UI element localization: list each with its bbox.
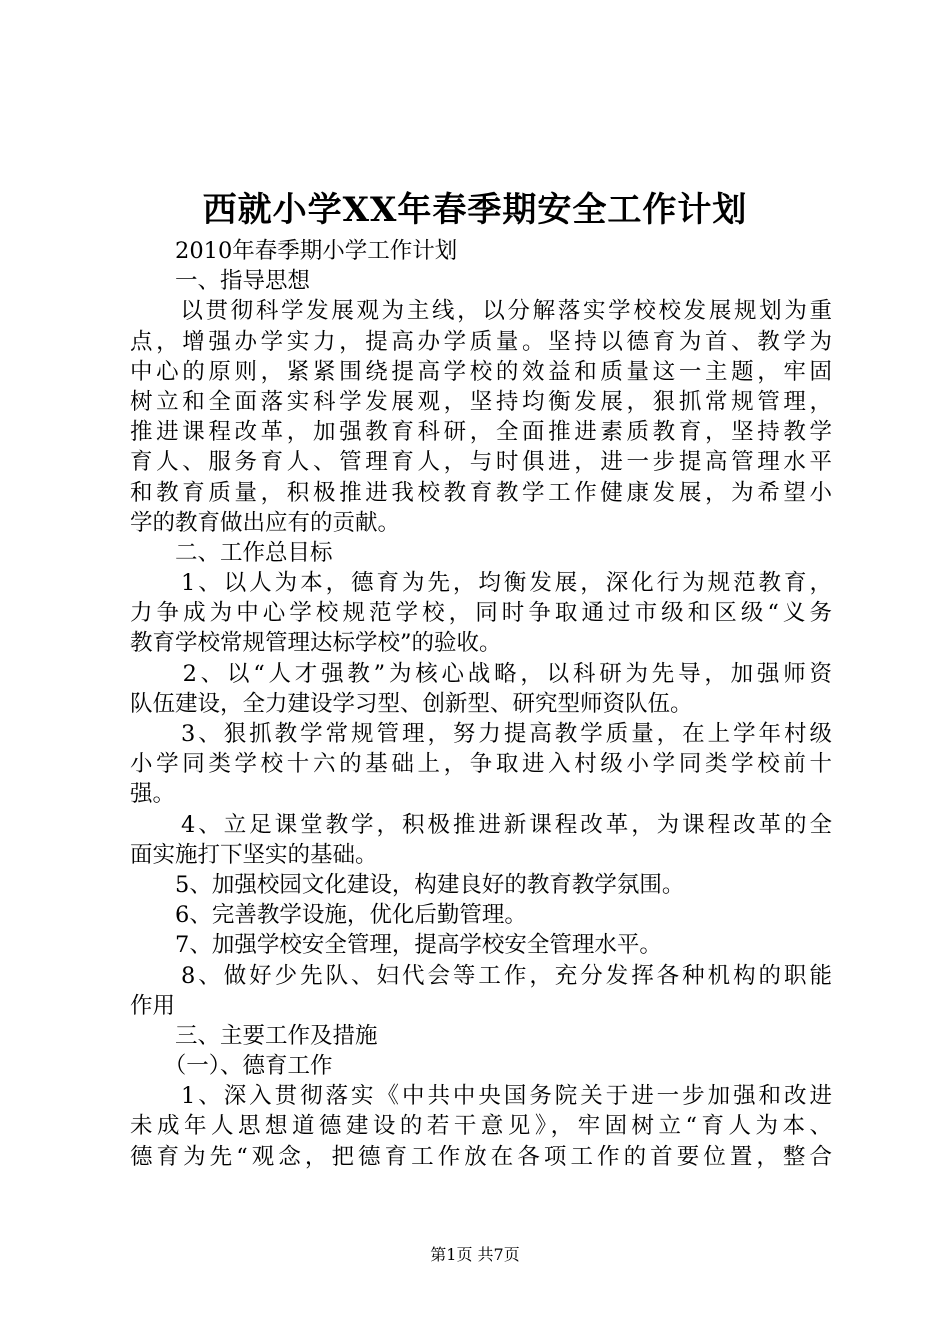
text-line: 7、加强学校安全管理，提高学校安全管理水平。 <box>130 932 662 959</box>
text-line: 4、立足课堂教学，积极推进新课程改革，为课程改革的全 <box>130 811 832 838</box>
text-line: 中心的原则，紧紧围绕提高学校的效益和质量这一主题，牢固 <box>130 358 832 385</box>
text-line: （一）、德育工作 <box>130 1053 333 1080</box>
text-line: 推进课程改革，加强教育科研，全面推进素质教育，坚持教学 <box>130 419 832 446</box>
document-title: 西就小学XX年春季期安全工作计划 <box>202 190 748 230</box>
text-line: 面实施打下坚实的基础。 <box>130 841 378 868</box>
text-line: 力争成为中心学校规范学校，同时争取通过市级和区级“义务 <box>130 600 832 627</box>
text-line: 作用 <box>130 992 176 1019</box>
text-line: 和教育质量，积极推进我校教育教学工作健康发展，为希望小 <box>130 479 832 506</box>
text-line: 教育学校常规管理达标学校”的验收。 <box>130 630 502 657</box>
text-line: 以贯彻科学发展观为主线，以分解落实学校校发展规划为重 <box>130 298 832 325</box>
text-line: 2、以“人才强教”为核心战略，以科研为先导，加强师资 <box>130 660 832 687</box>
text-line: 三、主要工作及措施 <box>130 1022 378 1049</box>
text-line: 未成年人思想道德建设的若干意见》，牢固树立“育人为本、 <box>130 1113 832 1140</box>
text-line: 1、以人为本，德育为先，均衡发展，深化行为规范教育， <box>130 570 832 597</box>
text-line: 二、工作总目标 <box>130 539 333 566</box>
text-line: 5、加强校园文化建设，构建良好的教育教学氛围。 <box>130 871 685 898</box>
text-line: 1、深入贯彻落实《中共中央国务院关于进一步加强和改进 <box>130 1083 832 1110</box>
text-line: 点，增强办学实力，提高办学质量。坚持以德育为首、教学为 <box>130 328 832 355</box>
text-line: 6、完善教学设施，优化后勤管理。 <box>130 902 527 929</box>
text-line: 育人、服务育人、管理育人，与时俱进，进一步提高管理水平 <box>130 449 832 476</box>
text-line: 小学同类学校十六的基础上，争取进入村级小学同类学校前十 <box>130 751 832 778</box>
text-line: 2010年春季期小学工作计划 <box>130 238 458 264</box>
document-body <box>130 236 832 1172</box>
text-line: 强。 <box>130 781 176 808</box>
page-footer: 第1页 共7页 <box>430 1245 520 1264</box>
text-line: 8、做好少先队、妇代会等工作，充分发挥各种机构的职能 <box>130 962 832 989</box>
text-line: 德育为先“观念，把德育工作放在各项工作的首要位置，整合 <box>130 1143 832 1170</box>
text-line: 学的教育做出应有的贡献。 <box>130 509 401 536</box>
text-line: 一、指导思想 <box>130 268 311 295</box>
text-line: 3、狠抓教学常规管理，努力提高教学质量，在上学年村级 <box>130 721 832 747</box>
text-line: 树立和全面落实科学发展观，坚持均衡发展，狠抓常规管理， <box>130 388 832 415</box>
text-line: 队伍建设，全力建设学习型、创新型、研究型师资队伍。 <box>130 690 693 717</box>
